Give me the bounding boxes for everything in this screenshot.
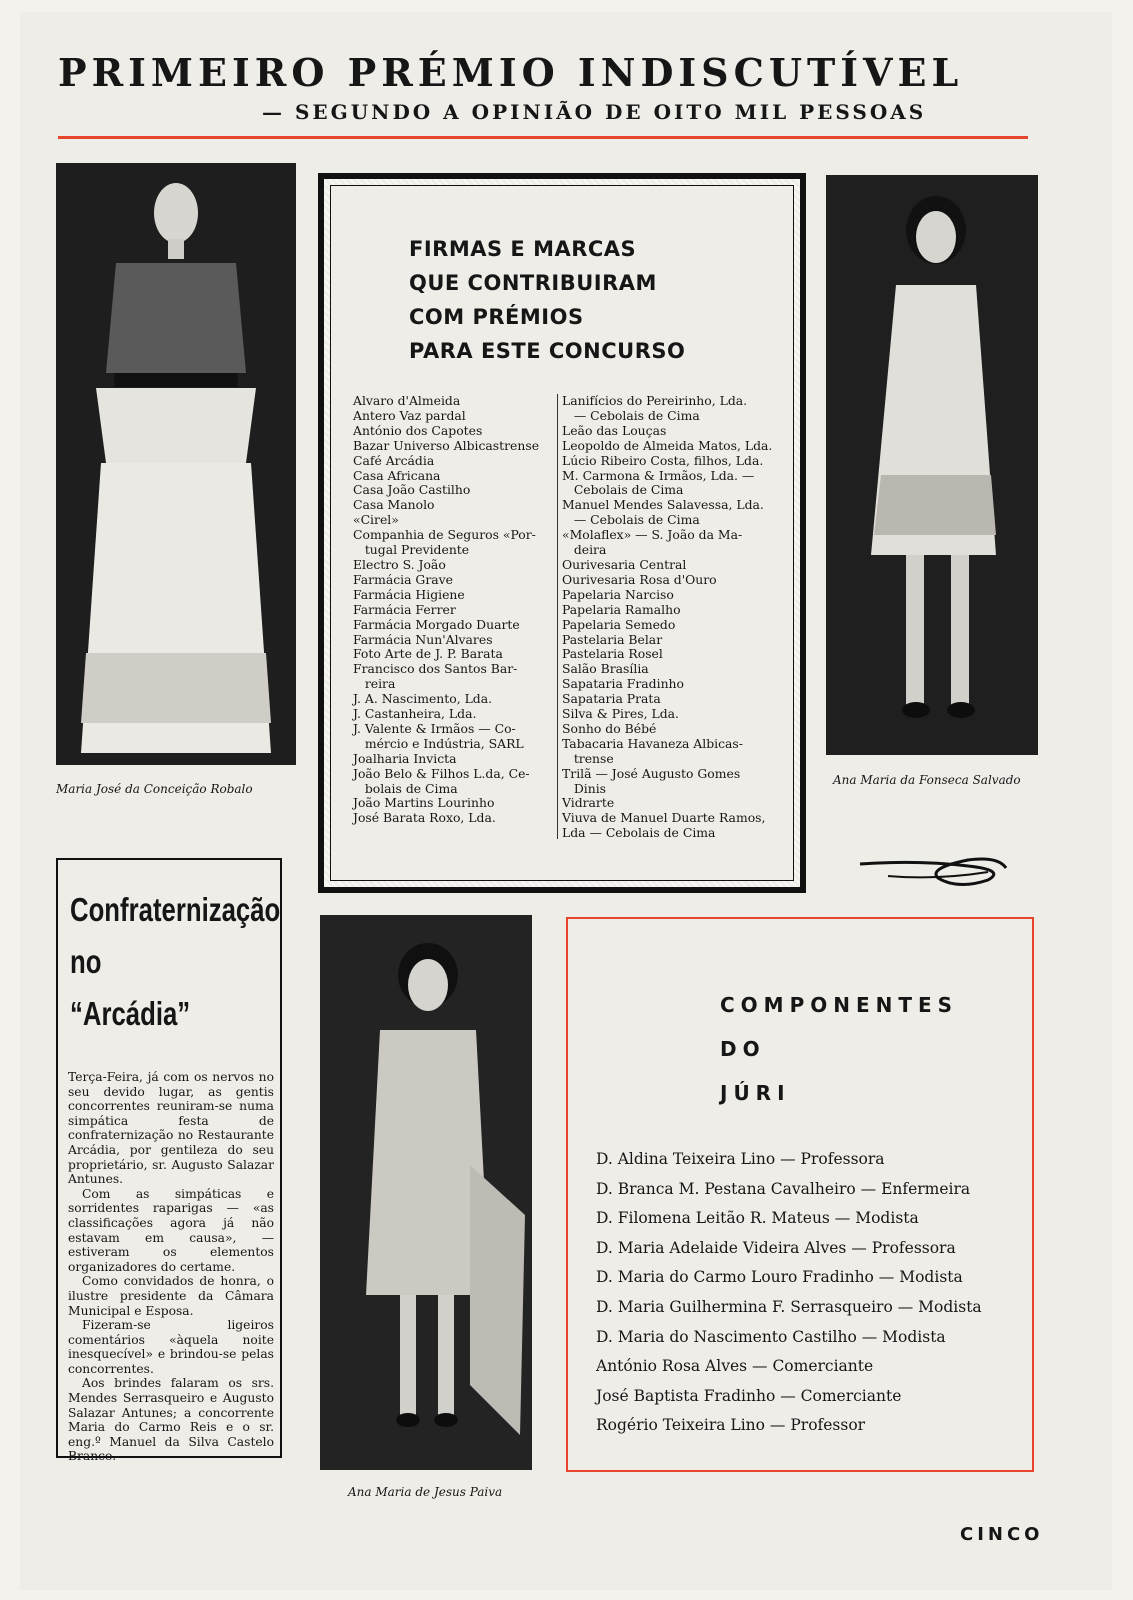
sponsor-item: Farmácia Nun'Alvares: [353, 631, 493, 647]
jury-member: D. Aldina Teixeira Lino — Professora: [596, 1150, 885, 1168]
sponsor-item: Papelaria Narciso: [562, 586, 674, 602]
sponsors-box: [318, 173, 806, 893]
photo-left-figure: [56, 163, 296, 765]
sponsor-item: Papelaria Ramalho: [562, 601, 681, 617]
jury-member: Rogério Teixeira Lino — Professor: [596, 1416, 866, 1435]
jury-member: D. Maria do Nascimento Castilho — Modista: [596, 1327, 946, 1346]
sponsor-item: J. Castanheira, Lda.: [353, 706, 477, 722]
sponsor-item: Lúcio Ribeiro Costa, filhos, Lda.: [562, 452, 764, 468]
sponsor-item: «Cirel»: [353, 512, 399, 528]
sponsor-item: Farmácia Ferrer: [353, 601, 456, 617]
sponsor-item: reira: [353, 676, 396, 692]
article-title: [70, 884, 280, 1040]
sponsor-item: Bazar Universo Albicastrense: [353, 437, 540, 453]
sponsor-item: M. Carmona & Irmãos, Lda. —: [562, 467, 755, 483]
sponsor-item: Papelaria Semedo: [562, 616, 676, 632]
article-paragraph: Aos brindes falaram os srs. Mendes Serrasqueiro e Augusto Salazar Antunes; a concorrente Maria do Carmo Reis e o sr. eng.º Manuel da Silva Castelo Branco.: [68, 1376, 274, 1464]
sponsor-item: mércio e Indústria, SARL: [353, 735, 524, 751]
sponsor-item: Casa João Castilho: [353, 482, 471, 498]
sponsor-item: Salão Brasília: [562, 661, 649, 677]
page-number: CINCO: [960, 1524, 1044, 1545]
sponsor-item: António dos Capotes: [353, 422, 483, 438]
sponsor-item: «Molaflex» — S. João da Ma-: [562, 527, 743, 543]
sponsor-item: J. Valente & Irmãos — Co-: [353, 720, 516, 736]
sponsor-item: Antero Vaz pardal: [353, 407, 466, 423]
sponsor-item: trense: [562, 750, 614, 766]
sponsor-item: Ourivesaria Rosa d'Ouro: [562, 571, 717, 587]
sponsors-inner: [330, 185, 794, 881]
sponsor-item: Tabacaria Havaneza Albicas-: [562, 735, 743, 751]
sponsor-item: Sapataria Fradinho: [562, 676, 684, 692]
photo-right: [826, 175, 1038, 755]
photo-left: [56, 163, 296, 765]
article-title-line: “Arcádia”: [70, 995, 191, 1032]
sponsor-item: Sonho do Bébé: [562, 720, 657, 736]
sponsor-item: J. A. Nascimento, Lda.: [353, 691, 493, 707]
jury-box: [566, 917, 1034, 1472]
sponsor-item: Farmácia Higiene: [353, 586, 465, 602]
sponsors-title-line: PARA ESTE CONCURSO: [409, 339, 686, 363]
sponsors-column-2: [557, 394, 792, 839]
sponsor-item: Francisco dos Santos Bar-: [353, 661, 518, 677]
sponsor-item: — Cebolais de Cima: [562, 407, 700, 423]
sponsor-item: Cebolais de Cima: [562, 482, 684, 498]
sponsor-item: Pastelaria Belar: [562, 631, 663, 647]
sponsor-item: tugal Previdente: [353, 542, 470, 558]
sponsors-title-line: FIRMAS E MARCAS: [409, 237, 637, 261]
article-box: [56, 858, 282, 1464]
article-paragraph: Terça-Feira, já com os nervos no seu devido lugar, as gentis concorrentes reuniram-se numa simpática festa de confraternização no Restaurante Arcádia, por gentileza do seu proprietário, sr. Augusto Salazar Antunes.: [68, 1070, 274, 1187]
sponsor-item: José Barata Roxo, Lda.: [353, 810, 496, 826]
sponsor-item: deira: [562, 542, 607, 558]
photo-center-figure: [320, 915, 532, 1470]
sponsor-item: — Cebolais de Cima: [562, 512, 700, 528]
photo-center: [320, 915, 532, 1470]
sponsors-title-line: COM PRÉMIOS: [409, 305, 584, 329]
article-paragraph: Fizeram-se ligeiros comentários «àquela noite inesquecível» e brindou-se pelas concorrentes.: [68, 1318, 274, 1376]
sponsor-item: Pastelaria Rosel: [562, 646, 663, 662]
sponsor-item: Dinis: [562, 780, 607, 796]
jury-member: D. Maria do Carmo Louro Fradinho — Modista: [596, 1268, 963, 1287]
sponsor-item: João Belo & Filhos L.da, Ce-: [353, 765, 530, 781]
jury-title-line: JÚRI: [720, 1081, 791, 1105]
jury-list: [596, 1145, 982, 1441]
page-title: PRIMEIRO PRÉMIO INDISCUTÍVEL: [58, 50, 964, 95]
sponsor-item: Alvaro d'Almeida: [353, 393, 461, 408]
caption-left: Maria José da Conceição Robalo: [56, 782, 253, 796]
jury-title: [720, 983, 958, 1115]
sponsor-item: Vidrarte: [562, 795, 615, 811]
sponsor-item: Leopoldo de Almeida Matos, Lda.: [562, 437, 773, 453]
sponsors-title-line: QUE CONTRIBUIRAM: [409, 271, 657, 295]
jury-member: José Baptista Fradinho — Comerciante: [596, 1386, 902, 1405]
photo-right-figure: [826, 175, 1038, 755]
sponsor-item: Casa Africana: [353, 467, 441, 483]
caption-right: Ana Maria da Fonseca Salvado: [833, 773, 1021, 787]
jury-member: António Rosa Alves — Comerciante: [596, 1357, 874, 1376]
sponsor-item: João Martins Lourinho: [353, 795, 495, 811]
jury-member: D. Filomena Leitão R. Mateus — Modista: [596, 1209, 919, 1228]
jury-title-line: DO: [720, 1037, 766, 1061]
title-rule: [58, 136, 1028, 139]
sponsor-item: Sapataria Prata: [562, 691, 661, 707]
sponsor-item: Silva & Pires, Lda.: [562, 706, 679, 722]
sponsor-item: Viuva de Manuel Duarte Ramos,: [562, 810, 766, 826]
sponsor-item: Farmácia Grave: [353, 571, 453, 587]
jury-member: D. Maria Guilhermina F. Serrasqueiro — Modista: [596, 1297, 982, 1316]
sponsors-column-1: [353, 394, 553, 826]
sponsor-item: Lda — Cebolais de Cima: [562, 825, 716, 841]
article-paragraph: Com as simpáticas e sorridentes raparigas — «as classificações agora já não estavam em causa», — estiveram os elementos organizadores do certame.: [68, 1186, 274, 1274]
sponsor-item: Electro S. João: [353, 556, 446, 572]
article-body: [68, 1070, 274, 1464]
sponsor-item: Joalharia Invicta: [353, 750, 457, 766]
article-title-line: no: [70, 943, 102, 980]
article-paragraph: Como convidados de honra, o ilustre presidente da Câmara Municipal e Esposa.: [68, 1274, 274, 1318]
sponsors-title: [409, 232, 685, 368]
sponsor-item: Foto Arte de J. P. Barata: [353, 646, 503, 662]
sponsor-item: Leão das Louças: [562, 422, 667, 438]
jury-member: D. Branca M. Pestana Cavalheiro — Enfermeira: [596, 1179, 971, 1198]
jury-title-line: COMPONENTES: [720, 993, 959, 1017]
page-subtitle: — SEGUNDO A OPINIÃO DE OITO MIL PESSOAS: [262, 100, 927, 124]
sponsor-item: Casa Manolo: [353, 497, 435, 513]
decorative-flourish-icon: [858, 850, 1008, 890]
caption-center: Ana Maria de Jesus Paiva: [348, 1485, 503, 1499]
sponsor-item: Café Arcádia: [353, 452, 435, 468]
sponsor-item: Farmácia Morgado Duarte: [353, 616, 520, 632]
article-title-line: Confraternização: [70, 891, 281, 928]
sponsor-item: Ourivesaria Central: [562, 556, 687, 572]
sponsor-item: Manuel Mendes Salavessa, Lda.: [562, 497, 764, 513]
sponsor-item: Trilã — José Augusto Gomes: [562, 765, 741, 781]
sponsor-item: Lanifícios do Pereirinho, Lda.: [562, 393, 748, 408]
sponsor-item: Companhia de Seguros «Por-: [353, 527, 536, 543]
jury-member: D. Maria Adelaide Videira Alves — Professora: [596, 1238, 956, 1257]
sponsor-item: bolais de Cima: [353, 780, 458, 796]
